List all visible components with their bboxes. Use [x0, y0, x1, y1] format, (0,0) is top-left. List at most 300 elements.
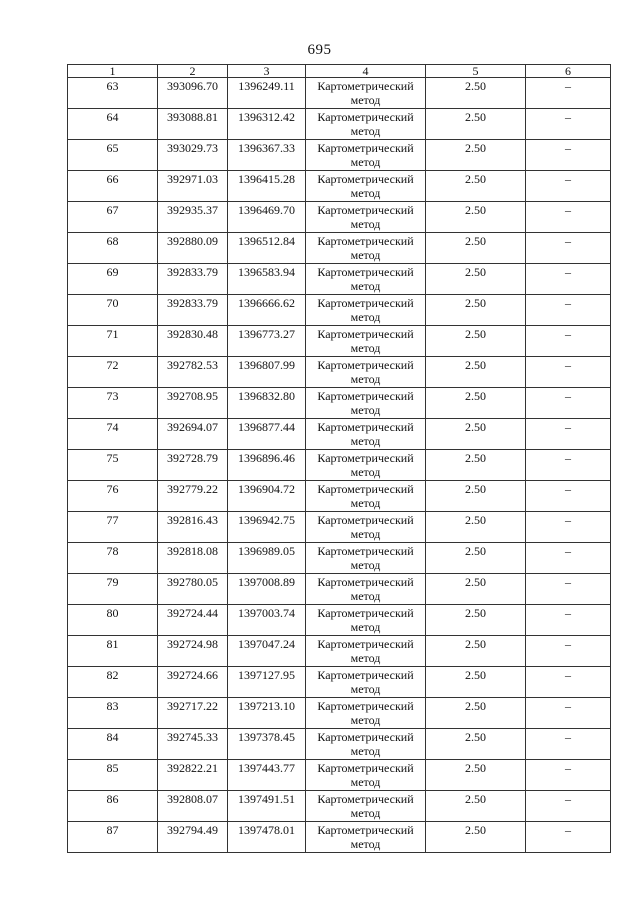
- cell-y-coordinate: [228, 171, 306, 202]
- cell-text: 1397003.74: [238, 606, 295, 620]
- cell-text: 2.50: [465, 420, 486, 434]
- cell-accuracy: [426, 822, 526, 853]
- cell-point-number: [68, 202, 158, 233]
- cell-text: 78: [106, 544, 119, 558]
- cell-x-coordinate: [158, 512, 228, 543]
- table-row: [68, 605, 611, 636]
- cell-method: Картометрический метод: [306, 481, 426, 512]
- cell-text: 1396512.84: [238, 234, 295, 248]
- cell-text: 67: [106, 203, 119, 217]
- cell-y-coordinate: [228, 109, 306, 140]
- cell-y-coordinate: [228, 233, 306, 264]
- cell-y-coordinate: [228, 822, 306, 853]
- table-row: [68, 419, 611, 450]
- cell-note: [526, 78, 611, 109]
- cell-text: 392694.07: [167, 420, 218, 434]
- cell-text: 2.50: [465, 358, 486, 372]
- cell-x-coordinate: [158, 78, 228, 109]
- cell-note: [526, 698, 611, 729]
- cell-note: [526, 636, 611, 667]
- cell-text: 2.50: [465, 792, 486, 806]
- cell-text: –: [565, 203, 571, 217]
- cell-text: 1396312.42: [238, 110, 295, 124]
- cell-text: 73: [106, 389, 119, 403]
- cell-point-number: [68, 760, 158, 791]
- cell-text: 2.50: [465, 513, 486, 527]
- cell-point-number: [68, 574, 158, 605]
- cell-text: 86: [106, 792, 119, 806]
- cell-point-number: [68, 729, 158, 760]
- cell-note: [526, 357, 611, 388]
- cell-text: 392971.03: [167, 172, 218, 186]
- cell-accuracy: [426, 481, 526, 512]
- cell-y-coordinate: [228, 326, 306, 357]
- cell-text: 2.50: [465, 451, 486, 465]
- cell-text: 74: [106, 420, 119, 434]
- cell-accuracy: [426, 636, 526, 667]
- cell-y-coordinate: [228, 140, 306, 171]
- cell-x-coordinate: [158, 667, 228, 698]
- table-row: [68, 295, 611, 326]
- header-col-3: 3: [228, 65, 306, 78]
- cell-method: Картометрический метод: [306, 729, 426, 760]
- header-row: [68, 65, 611, 78]
- cell-text: 1396807.99: [238, 358, 295, 372]
- cell-x-coordinate: [158, 574, 228, 605]
- cell-text: –: [565, 265, 571, 279]
- table-row: [68, 326, 611, 357]
- cell-text: 1396877.44: [238, 420, 295, 434]
- cell-text: –: [565, 637, 571, 651]
- cell-note: [526, 171, 611, 202]
- cell-y-coordinate: [228, 729, 306, 760]
- cell-accuracy: [426, 760, 526, 791]
- cell-text: 2.50: [465, 730, 486, 744]
- cell-text: –: [565, 110, 571, 124]
- cell-text: 392724.66: [167, 668, 218, 682]
- cell-text: 71: [106, 327, 119, 341]
- cell-point-number: [68, 295, 158, 326]
- cell-note: [526, 512, 611, 543]
- cell-point-number: [68, 605, 158, 636]
- cell-text: 2.50: [465, 637, 486, 651]
- cell-y-coordinate: [228, 450, 306, 481]
- cell-text: 77: [106, 513, 119, 527]
- cell-accuracy: [426, 140, 526, 171]
- cell-accuracy: [426, 791, 526, 822]
- cell-method: Картометрический метод: [306, 574, 426, 605]
- cell-x-coordinate: [158, 233, 228, 264]
- cell-text: 1396989.05: [238, 544, 295, 558]
- cell-point-number: [68, 388, 158, 419]
- cell-text: –: [565, 327, 571, 341]
- cell-method: Картометрический метод: [306, 512, 426, 543]
- cell-text: 1397008.89: [238, 575, 295, 589]
- cell-text: –: [565, 296, 571, 310]
- cell-accuracy: [426, 171, 526, 202]
- cell-text: 1396469.70: [238, 203, 295, 217]
- table-header: [68, 65, 611, 78]
- coordinates-table: [67, 64, 611, 853]
- cell-note: [526, 140, 611, 171]
- cell-text: 392708.95: [167, 389, 218, 403]
- cell-y-coordinate: [228, 791, 306, 822]
- cell-y-coordinate: [228, 264, 306, 295]
- cell-text: 85: [106, 761, 119, 775]
- cell-note: [526, 295, 611, 326]
- cell-text: 2.50: [465, 172, 486, 186]
- cell-text: 1396832.80: [238, 389, 295, 403]
- table-row: [68, 636, 611, 667]
- cell-x-coordinate: [158, 636, 228, 667]
- cell-text: 2.50: [465, 544, 486, 558]
- cell-text: 2.50: [465, 482, 486, 496]
- header-col-4: 4: [306, 65, 426, 78]
- cell-x-coordinate: [158, 109, 228, 140]
- cell-note: [526, 233, 611, 264]
- cell-x-coordinate: [158, 202, 228, 233]
- cell-accuracy: [426, 605, 526, 636]
- cell-y-coordinate: [228, 357, 306, 388]
- cell-text: –: [565, 482, 571, 496]
- cell-text: –: [565, 358, 571, 372]
- cell-method: Картометрический метод: [306, 419, 426, 450]
- cell-y-coordinate: [228, 574, 306, 605]
- cell-method: Картометрический метод: [306, 264, 426, 295]
- cell-text: 2.50: [465, 234, 486, 248]
- cell-text: 2.50: [465, 265, 486, 279]
- cell-x-coordinate: [158, 698, 228, 729]
- cell-x-coordinate: [158, 450, 228, 481]
- cell-accuracy: [426, 233, 526, 264]
- cell-x-coordinate: [158, 760, 228, 791]
- cell-note: [526, 202, 611, 233]
- cell-text: 1396904.72: [238, 482, 295, 496]
- cell-text: –: [565, 668, 571, 682]
- cell-text: 2.50: [465, 606, 486, 620]
- cell-x-coordinate: [158, 605, 228, 636]
- cell-x-coordinate: [158, 140, 228, 171]
- table-row: [68, 264, 611, 295]
- cell-text: –: [565, 451, 571, 465]
- cell-text: 393029.73: [167, 141, 218, 155]
- cell-text: 1397443.77: [238, 761, 295, 775]
- cell-y-coordinate: [228, 419, 306, 450]
- cell-accuracy: [426, 202, 526, 233]
- cell-point-number: [68, 109, 158, 140]
- cell-y-coordinate: [228, 512, 306, 543]
- cell-y-coordinate: [228, 698, 306, 729]
- cell-text: –: [565, 761, 571, 775]
- cell-method: Картометрический метод: [306, 698, 426, 729]
- cell-accuracy: [426, 264, 526, 295]
- cell-y-coordinate: [228, 605, 306, 636]
- cell-text: 69: [106, 265, 119, 279]
- cell-method: Картометрический метод: [306, 109, 426, 140]
- cell-x-coordinate: [158, 729, 228, 760]
- cell-text: 1397491.51: [238, 792, 295, 806]
- cell-accuracy: [426, 419, 526, 450]
- cell-text: 392822.21: [167, 761, 218, 775]
- cell-text: 84: [106, 730, 119, 744]
- cell-text: 70: [106, 296, 119, 310]
- cell-accuracy: [426, 543, 526, 574]
- cell-text: –: [565, 730, 571, 744]
- table-row: [68, 512, 611, 543]
- cell-accuracy: [426, 698, 526, 729]
- cell-text: –: [565, 172, 571, 186]
- cell-text: 1396896.46: [238, 451, 295, 465]
- cell-text: 63: [106, 79, 119, 93]
- cell-text: 1396367.33: [238, 141, 295, 155]
- cell-note: [526, 388, 611, 419]
- cell-text: 393096.70: [167, 79, 218, 93]
- cell-point-number: [68, 667, 158, 698]
- cell-text: 64: [106, 110, 119, 124]
- header-col-5: 5: [426, 65, 526, 78]
- cell-x-coordinate: [158, 822, 228, 853]
- table-row: [68, 202, 611, 233]
- cell-text: –: [565, 389, 571, 403]
- cell-x-coordinate: [158, 791, 228, 822]
- cell-method: Картометрический метод: [306, 543, 426, 574]
- cell-text: 2.50: [465, 203, 486, 217]
- table-row: [68, 698, 611, 729]
- cell-text: 2.50: [465, 110, 486, 124]
- cell-note: [526, 419, 611, 450]
- cell-text: 392833.79: [167, 265, 218, 279]
- table-row: [68, 171, 611, 202]
- cell-x-coordinate: [158, 264, 228, 295]
- cell-point-number: [68, 357, 158, 388]
- table-row: [68, 109, 611, 140]
- cell-method: Картометрический метод: [306, 171, 426, 202]
- cell-text: 79: [106, 575, 119, 589]
- cell-method: Картометрический метод: [306, 326, 426, 357]
- cell-text: –: [565, 792, 571, 806]
- cell-text: 392782.53: [167, 358, 218, 372]
- cell-text: 65: [106, 141, 119, 155]
- cell-text: 2.50: [465, 823, 486, 837]
- cell-method: Картометрический метод: [306, 295, 426, 326]
- header-col-2: 2: [158, 65, 228, 78]
- cell-text: 392816.43: [167, 513, 218, 527]
- cell-accuracy: [426, 109, 526, 140]
- cell-note: [526, 760, 611, 791]
- cell-accuracy: [426, 729, 526, 760]
- cell-point-number: [68, 636, 158, 667]
- cell-point-number: [68, 326, 158, 357]
- cell-x-coordinate: [158, 419, 228, 450]
- cell-text: –: [565, 823, 571, 837]
- cell-text: 1396666.62: [238, 296, 295, 310]
- cell-text: 392724.98: [167, 637, 218, 651]
- table-row: [68, 667, 611, 698]
- cell-x-coordinate: [158, 295, 228, 326]
- cell-text: 392728.79: [167, 451, 218, 465]
- cell-accuracy: [426, 326, 526, 357]
- cell-x-coordinate: [158, 481, 228, 512]
- cell-method: Картометрический метод: [306, 78, 426, 109]
- cell-text: 2.50: [465, 327, 486, 341]
- cell-point-number: [68, 140, 158, 171]
- cell-y-coordinate: [228, 481, 306, 512]
- cell-x-coordinate: [158, 388, 228, 419]
- cell-text: 392935.37: [167, 203, 218, 217]
- cell-method: Картометрический метод: [306, 822, 426, 853]
- cell-text: –: [565, 606, 571, 620]
- cell-text: 2.50: [465, 389, 486, 403]
- cell-text: 1396415.28: [238, 172, 295, 186]
- cell-text: 2.50: [465, 761, 486, 775]
- table-body: [68, 78, 611, 853]
- cell-note: [526, 729, 611, 760]
- table-row: [68, 388, 611, 419]
- page-number: 695: [307, 42, 332, 58]
- cell-method: Картометрический метод: [306, 791, 426, 822]
- cell-point-number: [68, 450, 158, 481]
- cell-accuracy: [426, 295, 526, 326]
- cell-text: 66: [106, 172, 119, 186]
- cell-point-number: [68, 78, 158, 109]
- cell-text: –: [565, 141, 571, 155]
- cell-x-coordinate: [158, 171, 228, 202]
- cell-method: Картометрический метод: [306, 636, 426, 667]
- cell-text: 1396942.75: [238, 513, 295, 527]
- cell-text: 1397378.45: [238, 730, 295, 744]
- cell-text: 1397127.95: [238, 668, 295, 682]
- cell-y-coordinate: [228, 667, 306, 698]
- table-row: [68, 574, 611, 605]
- cell-point-number: [68, 264, 158, 295]
- cell-accuracy: [426, 78, 526, 109]
- cell-text: 1397047.24: [238, 637, 295, 651]
- cell-note: [526, 450, 611, 481]
- table-row: [68, 450, 611, 481]
- cell-note: [526, 667, 611, 698]
- cell-text: 392724.44: [167, 606, 218, 620]
- cell-y-coordinate: [228, 388, 306, 419]
- cell-text: 392779.22: [167, 482, 218, 496]
- cell-text: 2.50: [465, 699, 486, 713]
- cell-text: 1396583.94: [238, 265, 295, 279]
- cell-x-coordinate: [158, 357, 228, 388]
- cell-method: Картометрический метод: [306, 233, 426, 264]
- cell-note: [526, 109, 611, 140]
- cell-text: 2.50: [465, 668, 486, 682]
- cell-text: 81: [106, 637, 119, 651]
- table-row: [68, 760, 611, 791]
- cell-text: 2.50: [465, 141, 486, 155]
- cell-y-coordinate: [228, 543, 306, 574]
- table-row: [68, 729, 611, 760]
- cell-text: 75: [106, 451, 119, 465]
- table-row: [68, 357, 611, 388]
- cell-text: –: [565, 544, 571, 558]
- cell-text: –: [565, 575, 571, 589]
- header-col-6: 6: [526, 65, 611, 78]
- table-row: [68, 78, 611, 109]
- cell-text: 392830.48: [167, 327, 218, 341]
- cell-text: 1397213.10: [238, 699, 295, 713]
- cell-method: Картометрический метод: [306, 202, 426, 233]
- cell-y-coordinate: [228, 78, 306, 109]
- cell-note: [526, 605, 611, 636]
- cell-y-coordinate: [228, 202, 306, 233]
- table-row: [68, 481, 611, 512]
- cell-x-coordinate: [158, 326, 228, 357]
- cell-note: [526, 791, 611, 822]
- cell-note: [526, 822, 611, 853]
- cell-point-number: [68, 822, 158, 853]
- cell-method: Картометрический метод: [306, 388, 426, 419]
- cell-text: 2.50: [465, 296, 486, 310]
- cell-text: 392794.49: [167, 823, 218, 837]
- table-row: [68, 140, 611, 171]
- cell-text: 83: [106, 699, 119, 713]
- table-row: [68, 543, 611, 574]
- cell-text: 72: [106, 358, 119, 372]
- cell-text: 393088.81: [167, 110, 218, 124]
- cell-text: 87: [106, 823, 119, 837]
- header-col-1: 1: [68, 65, 158, 78]
- cell-note: [526, 574, 611, 605]
- cell-text: –: [565, 513, 571, 527]
- cell-point-number: [68, 512, 158, 543]
- cell-point-number: [68, 419, 158, 450]
- cell-accuracy: [426, 388, 526, 419]
- cell-point-number: [68, 233, 158, 264]
- cell-point-number: [68, 481, 158, 512]
- cell-accuracy: [426, 357, 526, 388]
- table-row: [68, 233, 611, 264]
- cell-text: –: [565, 79, 571, 93]
- cell-point-number: [68, 698, 158, 729]
- cell-accuracy: [426, 512, 526, 543]
- cell-note: [526, 326, 611, 357]
- cell-text: 2.50: [465, 79, 486, 93]
- cell-text: 1396773.27: [238, 327, 295, 341]
- cell-accuracy: [426, 667, 526, 698]
- cell-y-coordinate: [228, 295, 306, 326]
- cell-accuracy: [426, 450, 526, 481]
- cell-note: [526, 264, 611, 295]
- cell-note: [526, 481, 611, 512]
- cell-point-number: [68, 543, 158, 574]
- cell-text: 80: [106, 606, 119, 620]
- cell-text: 76: [106, 482, 119, 496]
- cell-y-coordinate: [228, 636, 306, 667]
- cell-text: –: [565, 420, 571, 434]
- cell-method: Картометрический метод: [306, 140, 426, 171]
- cell-text: 392818.08: [167, 544, 218, 558]
- cell-method: Картометрический метод: [306, 357, 426, 388]
- cell-text: –: [565, 699, 571, 713]
- cell-text: 392717.22: [167, 699, 218, 713]
- cell-accuracy: [426, 574, 526, 605]
- cell-method: Картометрический метод: [306, 760, 426, 791]
- cell-y-coordinate: [228, 760, 306, 791]
- cell-text: 68: [106, 234, 119, 248]
- table-row: [68, 791, 611, 822]
- cell-point-number: [68, 791, 158, 822]
- cell-text: 2.50: [465, 575, 486, 589]
- cell-text: 392745.33: [167, 730, 218, 744]
- cell-text: 392780.05: [167, 575, 218, 589]
- cell-method: Картометрический метод: [306, 605, 426, 636]
- cell-text: 392833.79: [167, 296, 218, 310]
- table-row: [68, 822, 611, 853]
